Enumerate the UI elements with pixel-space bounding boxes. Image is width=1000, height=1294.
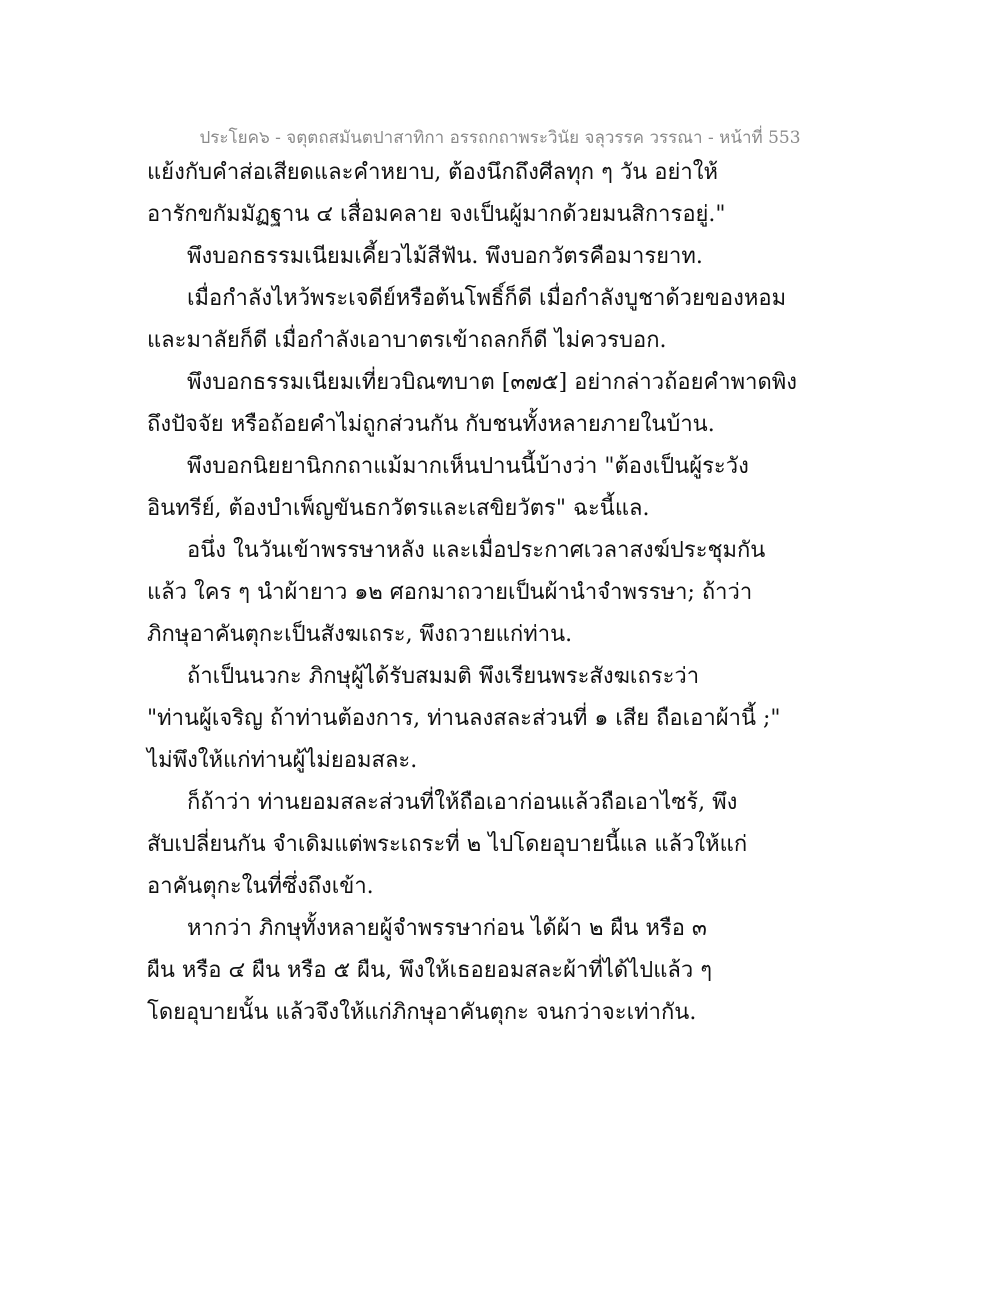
text-line: พึงบอกธรรมเนียมเคี้ยวไม้สีฟัน. พึงบอกวัตรคือมารยาท. xyxy=(187,244,703,269)
text-line: อินทรีย์, ต้องบำเพ็ญขันธกวัตรและเสขิยวัตร" ฉะนี้แล. xyxy=(147,496,650,521)
text-line: อนึ่ง ในวันเข้าพรรษาหลัง และเมื่อประกาศเวลาสงฆ์ประชุมกัน xyxy=(187,538,766,563)
text-line: ก็ถ้าว่า ท่านยอมสละส่วนที่ให้ถือเอาก่อนแล้วถือเอาไซร้, พึง xyxy=(187,790,738,815)
text-line: "ท่านผู้เจริญ ถ้าท่านต้องการ, ท่านลงสละส่วนที่ ๑ เสีย ถือเอาผ้านี้ ;" xyxy=(147,706,781,731)
text-line: หากว่า ภิกษุทั้งหลายผู้จำพรรษาก่อน ได้ผ้า ๒ ผืน หรือ ๓ xyxy=(187,916,707,941)
text-line: สับเปลี่ยนกัน จำเดิมแต่พระเถระที่ ๒ ไปโดยอุบายนี้แล แล้วให้แก่ xyxy=(147,832,748,857)
text-line: พึงบอกนิยยานิกกถาแม้มากเห็นปานนี้บ้างว่า "ต้องเป็นผู้ระวัง xyxy=(187,454,749,479)
text-line: อารักขกัมมัฏฐาน ๔ เสื่อมคลาย จงเป็นผู้มากด้วยมนสิการอยู่." xyxy=(147,202,726,227)
text-line: ภิกษุอาคันตุกะเป็นสังฆเถระ, พึงถวายแก่ท่าน. xyxy=(147,622,573,647)
text-line: และมาลัยก็ดี เมื่อกำลังเอาบาตรเข้าถลกก็ดี ไม่ควรบอก. xyxy=(147,328,667,353)
page-header-text: ประโยค๖ - จตุตถสมันตปาสาทิกา อรรถกถาพระวินัย จลุวรรค วรรณา - หน้าที่ 553 xyxy=(199,128,801,148)
text-line: อาคันตุกะในที่ซึ่งถึงเข้า. xyxy=(147,874,374,899)
text-line: แล้ว ใคร ๆ นำผ้ายาว ๑๒ ศอกมาถวายเป็นผ้านำจำพรรษา; ถ้าว่า xyxy=(147,580,753,605)
page-header xyxy=(0,124,1000,151)
text-line: ผืน หรือ ๔ ผืน หรือ ๕ ผืน, พึงให้เธอยอมสละผ้าที่ได้ไปแล้ว ๆ xyxy=(147,958,713,983)
document-body xyxy=(147,152,867,1034)
text-line: เมื่อกำลังไหว้พระเจดีย์หรือต้นโพธิ์ก็ดี เมื่อกำลังบูชาด้วยของหอม xyxy=(187,286,787,311)
text-line: ถึงปัจจัย หรือถ้อยคำไม่ถูกส่วนกัน กับชนทั้งหลายภายในบ้าน. xyxy=(147,412,715,437)
text-line: ถ้าเป็นนวกะ ภิกษุผู้ได้รับสมมติ พึงเรียนพระสังฆเถระว่า xyxy=(187,664,700,689)
text-line: แย้งกับคำส่อเสียดและคำหยาบ, ต้องนึกถึงศีลทุก ๆ วัน อย่าให้ xyxy=(147,160,719,185)
text-line: ไม่พึงให้แก่ท่านผู้ไม่ยอมสละ. xyxy=(147,748,418,773)
text-line: โดยอุบายนั้น แล้วจึงให้แก่ภิกษุอาคันตุกะ จนกว่าจะเท่ากัน. xyxy=(147,1000,697,1025)
text-line: พึงบอกธรรมเนียมเที่ยวบิณฑบาต [๓๗๕] อย่ากล่าวถ้อยคำพาดพิง xyxy=(187,370,797,395)
